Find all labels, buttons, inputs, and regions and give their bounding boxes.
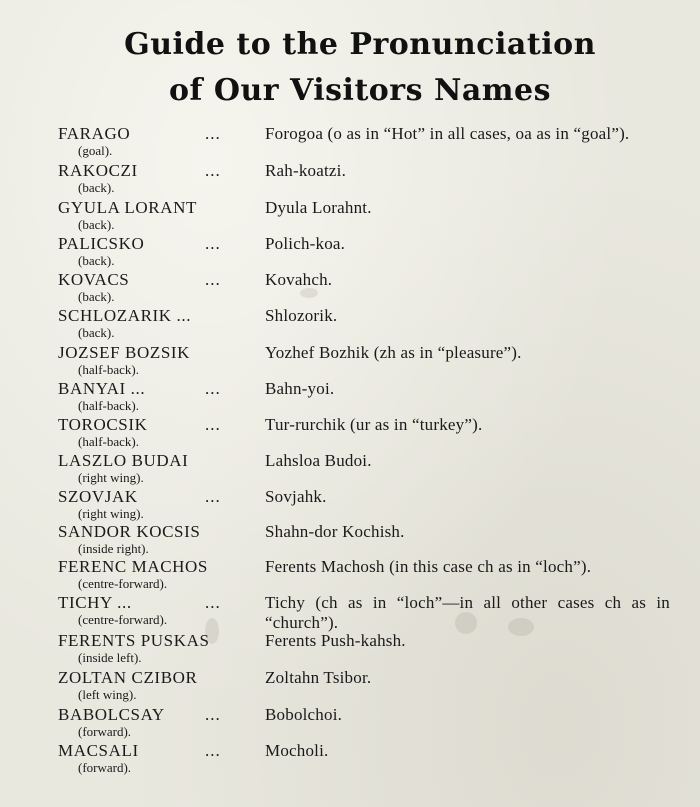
list-item — [0, 557, 700, 593]
list-item — [0, 306, 700, 342]
player-name: FERENC MACHOS — [58, 557, 208, 576]
pronunciation-text: Mocholi. — [265, 741, 329, 760]
pronunciation-text: Rah-koatzi. — [265, 161, 347, 180]
player-name: RAKOCZI — [58, 161, 138, 180]
player-position: (half-back). — [78, 398, 139, 413]
leader-dots: ... — [205, 161, 221, 180]
leader-dots: ... — [205, 234, 221, 253]
pronunciation-text: Dyula Lorahnt. — [265, 198, 372, 217]
player-name: KOVACS — [58, 270, 130, 289]
player-position: (forward). — [78, 724, 132, 739]
list-item — [0, 668, 700, 704]
leader-dots: ... — [205, 379, 221, 398]
pronunciation-text: Shlozorik. — [265, 306, 338, 325]
pronunciation-text: Shahn-dor Kochish. — [265, 522, 405, 541]
player-position: (inside left). — [78, 650, 142, 665]
list-item — [0, 161, 700, 197]
list-item — [0, 379, 700, 415]
player-position: (back). — [78, 217, 115, 232]
list-item — [0, 522, 700, 558]
player-name: LASZLO BUDAI — [58, 451, 189, 470]
leader-dots: ... — [205, 415, 221, 434]
player-name: SANDOR KOCSIS — [58, 522, 201, 541]
player-name: TICHY ... — [58, 593, 132, 612]
leader-dots: ... — [205, 593, 221, 612]
pronunciation-text: Sovjahk. — [265, 487, 327, 506]
pronunciation-text: Lahsloa Budoi. — [265, 451, 372, 470]
list-item — [0, 270, 700, 306]
player-name: FARAGO — [58, 124, 131, 143]
pronunciation-text: Bahn-yoi. — [265, 379, 335, 398]
list-item — [0, 705, 700, 741]
page-title-line-1: Guide to the Pronunciation — [124, 27, 596, 62]
pronunciation-text: Ferents Machosh (in this case ch as in “loch”). — [265, 557, 592, 576]
leader-dots: ... — [205, 741, 221, 760]
player-position: (inside right). — [78, 541, 149, 556]
player-name: SZOVJAK — [58, 487, 138, 506]
player-name: JOZSEF BOZSIK — [58, 343, 191, 362]
list-item — [0, 487, 700, 523]
player-name: SCHLOZARIK ... — [58, 306, 192, 325]
pronunciation-text: Tur-rurchik (ur as in “turkey”). — [265, 415, 483, 434]
list-item — [0, 343, 700, 379]
player-name: TOROCSIK — [58, 415, 148, 434]
list-item — [0, 415, 700, 451]
player-name: BANYAI ... — [58, 379, 146, 398]
player-position: (half-back). — [78, 434, 139, 449]
player-position: (centre-forward). — [78, 576, 168, 591]
player-name: PALICSKO — [58, 234, 145, 253]
page-title-line-2: of Our Visitors Names — [168, 73, 552, 108]
player-name: BABOLCSAY — [58, 705, 165, 724]
player-name: ZOLTAN CZIBOR — [58, 668, 198, 687]
list-item — [0, 593, 700, 632]
player-position: (right wing). — [78, 506, 144, 521]
pronunciation-text: Ferents Push-kahsh. — [265, 631, 406, 650]
list-item — [0, 451, 700, 487]
player-position: (back). — [78, 325, 115, 340]
player-position: (back). — [78, 180, 115, 195]
player-position: (forward). — [78, 760, 132, 775]
leader-dots: ... — [205, 487, 221, 506]
pronunciation-text: Kovahch. — [265, 270, 333, 289]
list-item — [0, 198, 700, 234]
list-item — [0, 124, 700, 160]
pronunciation-text: Tichy (ch as in “loch”—in all other cases ch as in “church”). — [265, 593, 670, 632]
player-position: (right wing). — [78, 470, 144, 485]
pronunciation-text: Forogoa (o as in “Hot” in all cases, oa as in “goal”). — [265, 124, 630, 143]
player-position: (half-back). — [78, 362, 139, 377]
pronunciation-text: Polich-koa. — [265, 234, 346, 253]
list-item — [0, 741, 700, 777]
player-position: (left wing). — [78, 687, 137, 702]
pronunciation-text: Yozhef Bozhik (zh as in “pleasure”). — [265, 343, 522, 362]
player-name: GYULA LORANT — [58, 198, 197, 217]
player-position: (centre-forward). — [78, 612, 168, 627]
list-item — [0, 234, 700, 270]
player-position: (goal). — [78, 143, 113, 158]
leader-dots: ... — [205, 270, 221, 289]
player-position: (back). — [78, 253, 115, 268]
leader-dots: ... — [205, 124, 221, 143]
pronunciation-text: Bobolchoi. — [265, 705, 343, 724]
pronunciation-text: Zoltahn Tsibor. — [265, 668, 372, 687]
leader-dots: ... — [205, 705, 221, 724]
player-position: (back). — [78, 289, 115, 304]
player-name: FERENTS PUSKAS — [58, 631, 210, 650]
player-name: MACSALI — [58, 741, 139, 760]
list-item — [0, 631, 700, 667]
